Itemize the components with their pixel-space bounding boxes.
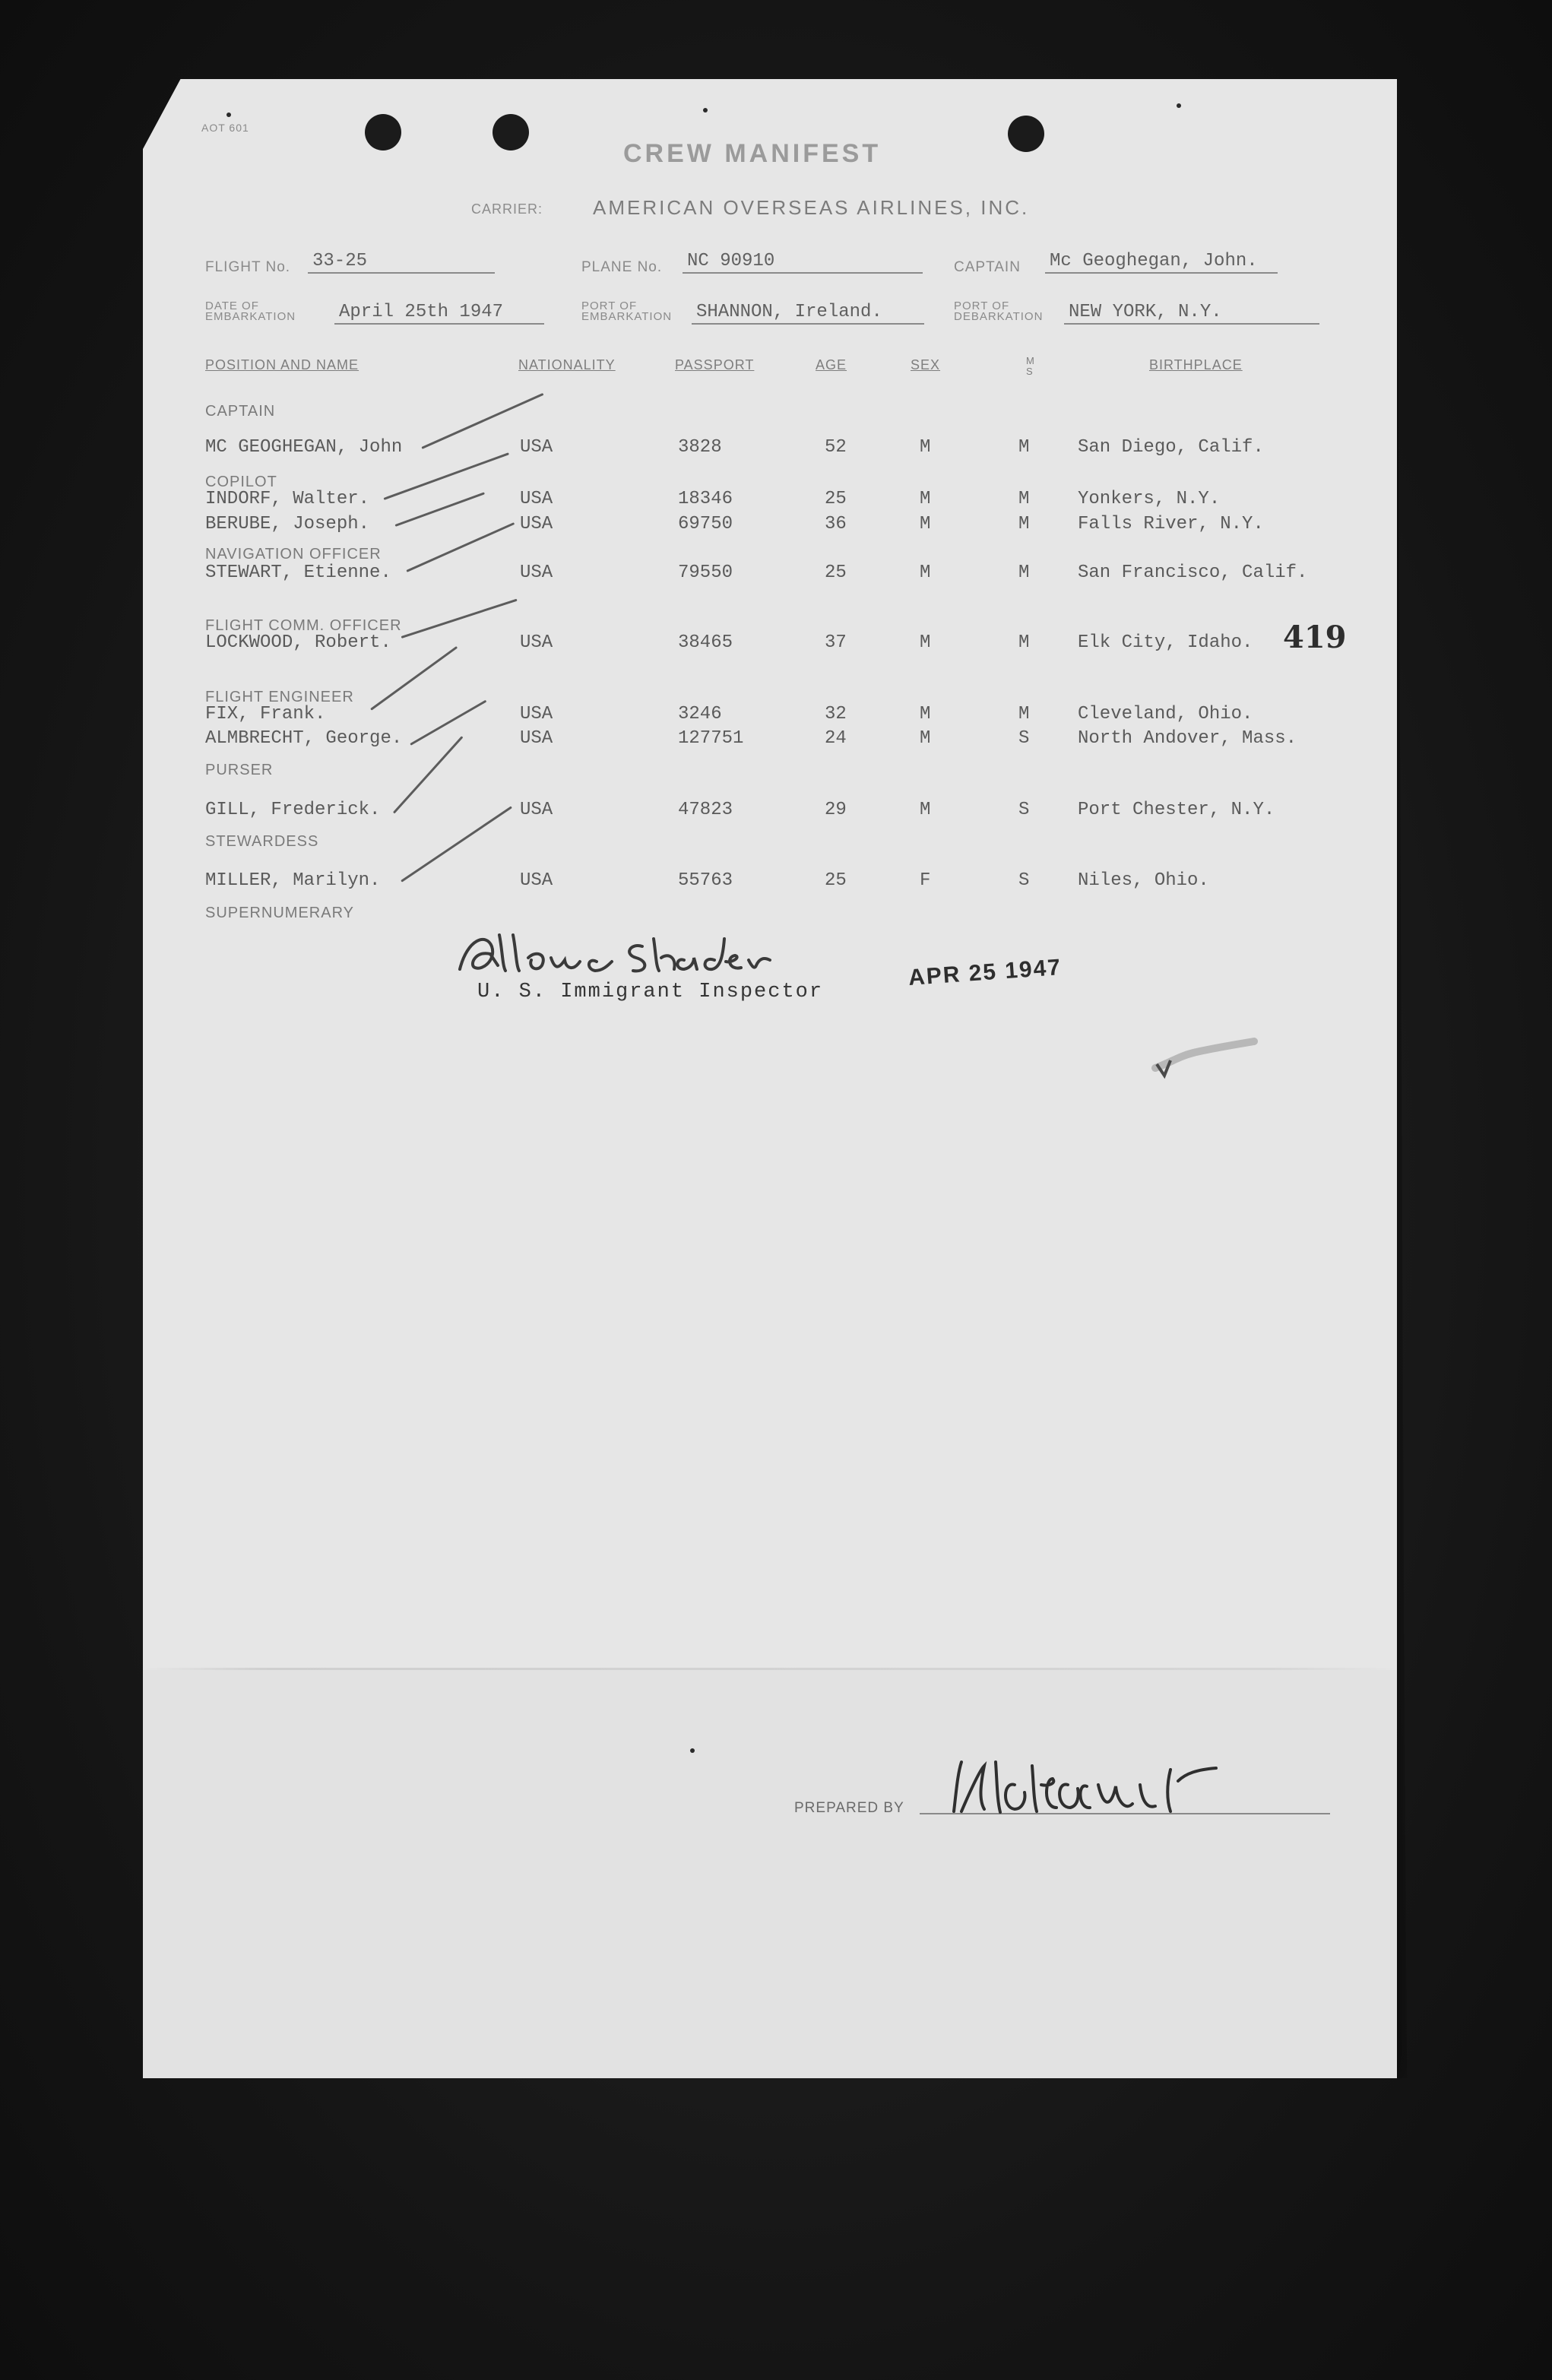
- plane-no-label: PLANE No.: [581, 259, 663, 275]
- crew-marital-status: M: [1018, 489, 1030, 509]
- date-label-line2: EMBARKATION: [205, 310, 296, 323]
- port-emb-label-line2: EMBARKATION: [581, 310, 673, 323]
- captain-value: Mc Geoghegan, John.: [1045, 251, 1278, 274]
- crew-nationality: USA: [520, 870, 553, 891]
- crew-sex: M: [920, 489, 931, 509]
- crew-passport: 127751: [678, 728, 744, 749]
- ink-speck: [1177, 103, 1181, 108]
- column-ms-line1: M: [1026, 355, 1035, 366]
- carrier-value: AMERICAN OVERSEAS AIRLINES, INC.: [593, 196, 1030, 219]
- punch-hole: [493, 114, 529, 151]
- crew-name: MC GEOGHEGAN, John: [205, 437, 403, 458]
- captain-label: CAPTAIN: [954, 259, 1021, 275]
- crew-sex: M: [920, 704, 931, 724]
- ink-speck: [226, 113, 231, 117]
- crew-birthplace: Cleveland, Ohio.: [1078, 704, 1253, 724]
- crew-birthplace: North Andover, Mass.: [1078, 728, 1297, 749]
- crew-name: LOCKWOOD, Robert.: [205, 632, 391, 653]
- crew-name: STEWART, Etienne.: [205, 563, 391, 583]
- crew-nationality: USA: [520, 563, 553, 583]
- plane-no-value: NC 90910: [683, 251, 923, 274]
- position-stewardess: STEWARDESS: [205, 833, 319, 850]
- date-label-line1: DATE OF: [205, 299, 259, 312]
- crew-age: 36: [825, 514, 847, 534]
- inspector-label: U. S. Immigrant Inspector: [477, 981, 824, 1003]
- crew-birthplace: Falls River, N.Y.: [1078, 514, 1264, 534]
- crew-birthplace: Yonkers, N.Y.: [1078, 489, 1221, 509]
- column-age: AGE: [816, 357, 847, 372]
- crew-passport: 38465: [678, 632, 733, 653]
- crew-sex: M: [920, 800, 931, 820]
- port-embarkation-value: SHANNON, Ireland.: [692, 302, 924, 325]
- crew-passport: 18346: [678, 489, 733, 509]
- position-captain: CAPTAIN: [205, 403, 276, 420]
- crew-passport: 55763: [678, 870, 733, 891]
- crew-marital-status: M: [1018, 704, 1030, 724]
- port-deb-label-line2: DEBARKATION: [954, 310, 1044, 323]
- position-supernumerary: SUPERNUMERARY: [205, 905, 354, 921]
- crew-sex: M: [920, 514, 931, 534]
- ink-speck: [703, 108, 708, 113]
- crew-age: 32: [825, 704, 847, 724]
- crew-passport: 69750: [678, 514, 733, 534]
- prepared-by-label: PREPARED BY: [794, 1800, 904, 1816]
- crew-marital-status: M: [1018, 563, 1030, 583]
- punch-hole: [1008, 116, 1044, 152]
- flight-no-value: 33-25: [308, 251, 495, 274]
- column-marital-status: [1026, 356, 1035, 377]
- inspector-signature-image: [452, 924, 863, 984]
- position-navigation: NAVIGATION OFFICER: [205, 546, 382, 563]
- column-sex: SEX: [911, 357, 941, 372]
- crew-nationality: USA: [520, 728, 553, 749]
- port-emb-label-line1: PORT OF: [581, 299, 638, 312]
- paper-fold-line: [143, 1668, 1397, 1670]
- crew-passport: 3246: [678, 704, 722, 724]
- crew-age: 24: [825, 728, 847, 749]
- crew-age: 37: [825, 632, 847, 653]
- crew-passport: 3828: [678, 437, 722, 458]
- crew-name: FIX, Frank.: [205, 704, 326, 724]
- crew-marital-status: M: [1018, 514, 1030, 534]
- position-copilot: COPILOT: [205, 474, 277, 490]
- crew-sex: M: [920, 437, 931, 458]
- crew-marital-status: S: [1018, 728, 1030, 749]
- crew-birthplace: San Diego, Calif.: [1078, 437, 1264, 458]
- crew-marital-status: S: [1018, 800, 1030, 820]
- crew-name: BERUBE, Joseph.: [205, 514, 370, 534]
- column-birthplace: BIRTHPLACE: [1149, 357, 1243, 372]
- crew-age: 52: [825, 437, 847, 458]
- punch-hole: [365, 114, 401, 151]
- crew-sex: F: [920, 870, 931, 891]
- crew-marital-status: M: [1018, 437, 1030, 458]
- column-nationality: NATIONALITY: [518, 357, 616, 372]
- date-stamp: APR 25 1947: [907, 954, 1063, 991]
- crew-sex: M: [920, 728, 931, 749]
- position-comm-officer: FLIGHT COMM. OFFICER: [205, 617, 402, 634]
- page-number: 419: [1283, 620, 1347, 655]
- position-purser: PURSER: [205, 762, 274, 778]
- crew-birthplace: Port Chester, N.Y.: [1078, 800, 1275, 820]
- crew-sex: M: [920, 563, 931, 583]
- embarkation-date: April 25th 1947: [334, 302, 544, 325]
- page-title: CREW MANIFEST: [623, 139, 882, 168]
- ink-smudge: [1148, 1034, 1262, 1079]
- column-position: POSITION AND NAME: [205, 357, 359, 372]
- crew-sex: M: [920, 632, 931, 653]
- crew-birthplace: Niles, Ohio.: [1078, 870, 1209, 891]
- crew-name: INDORF, Walter.: [205, 489, 370, 509]
- flight-no-label: FLIGHT No.: [205, 259, 291, 275]
- port-debarkation-value: NEW YORK, N.Y.: [1064, 302, 1319, 325]
- crew-passport: 47823: [678, 800, 733, 820]
- port-embarkation-label: [581, 301, 672, 322]
- paper-lower-fold: [143, 1670, 1397, 2078]
- crew-birthplace: San Francisco, Calif.: [1078, 563, 1308, 583]
- prepared-by-signature-image: [942, 1739, 1239, 1823]
- crew-nationality: USA: [520, 800, 553, 820]
- crew-name: ALMBRECHT, George.: [205, 728, 403, 749]
- crew-age: 25: [825, 489, 847, 509]
- column-ms-line2: S: [1026, 366, 1034, 377]
- crew-nationality: USA: [520, 489, 553, 509]
- crew-name: MILLER, Marilyn.: [205, 870, 381, 891]
- column-passport: PASSPORT: [675, 357, 755, 372]
- carrier-label: CARRIER:: [471, 201, 543, 217]
- port-debarkation-label: [954, 301, 1043, 322]
- crew-marital-status: S: [1018, 870, 1030, 891]
- crew-age: 25: [825, 870, 847, 891]
- port-deb-label-line1: PORT OF: [954, 299, 1010, 312]
- position-engineer: FLIGHT ENGINEER: [205, 689, 354, 705]
- crew-birthplace: Elk City, Idaho.: [1078, 632, 1253, 653]
- date-label: [205, 301, 296, 322]
- crew-name: GILL, Frederick.: [205, 800, 381, 820]
- crew-nationality: USA: [520, 632, 553, 653]
- crew-passport: 79550: [678, 563, 733, 583]
- crew-marital-status: M: [1018, 632, 1030, 653]
- crew-age: 29: [825, 800, 847, 820]
- crew-nationality: USA: [520, 437, 553, 458]
- crew-nationality: USA: [520, 704, 553, 724]
- form-code: AOT 601: [201, 122, 249, 134]
- crew-nationality: USA: [520, 514, 553, 534]
- crew-age: 25: [825, 563, 847, 583]
- ink-speck: [690, 1748, 695, 1753]
